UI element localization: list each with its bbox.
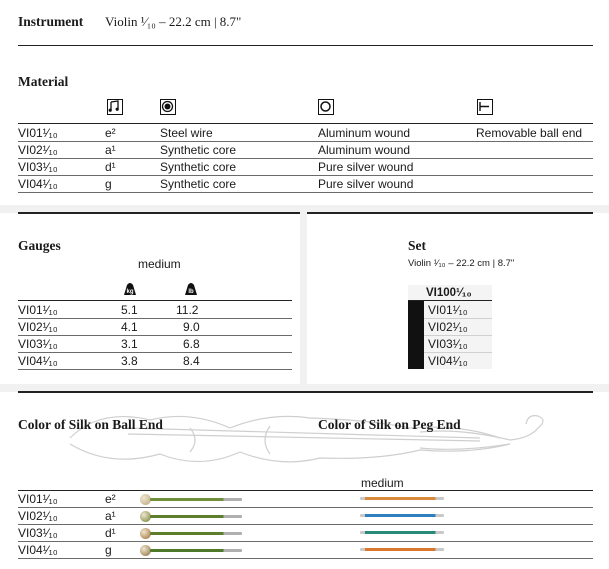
set-item: VI03¹⁄₁₀ xyxy=(428,337,468,351)
peg-silk-swatch xyxy=(360,531,444,534)
peg-end-heading: Color of Silk on Peg End xyxy=(318,417,461,432)
set-rule xyxy=(424,318,492,319)
string-code: VI03¹⁄₁₀ xyxy=(18,526,58,540)
string-code: VI02¹⁄₁₀ xyxy=(18,509,58,523)
divider xyxy=(18,45,593,46)
ball-string-swatch xyxy=(150,532,242,535)
row-rule xyxy=(18,507,593,508)
core-material: Synthetic core xyxy=(160,143,237,157)
row-rule xyxy=(18,158,593,159)
gauges-heading: Gauges xyxy=(18,238,61,253)
ball-end-heading: Color of Silk on Ball End xyxy=(18,417,163,432)
winding-material: Pure silver wound xyxy=(318,177,414,191)
string-note: d¹ xyxy=(105,160,116,174)
divider xyxy=(307,212,593,214)
tension-kg: 3.1 xyxy=(121,337,138,351)
string-note: a¹ xyxy=(105,143,116,157)
lb-icon xyxy=(184,281,198,295)
ball-string-swatch xyxy=(150,515,242,518)
row-rule xyxy=(18,141,593,142)
core-material: Synthetic core xyxy=(160,177,237,191)
row-rule xyxy=(18,175,593,176)
peg-silk-swatch xyxy=(360,514,444,517)
table-top-rule xyxy=(18,490,593,491)
core-material: Synthetic core xyxy=(160,160,237,174)
string-note: e² xyxy=(105,126,116,140)
row-rule xyxy=(18,541,593,542)
tension-lb: 6.8 xyxy=(183,337,200,351)
row-rule xyxy=(18,192,593,193)
string-code: VI03¹⁄₁₀ xyxy=(18,160,58,174)
peg-tension-label: medium xyxy=(361,476,404,490)
row-rule xyxy=(18,318,292,319)
string-note: d¹ xyxy=(105,526,116,540)
core-material: Steel wire xyxy=(160,126,213,140)
tension-kg: 3.8 xyxy=(121,354,138,368)
string-core-icon xyxy=(160,99,176,115)
string-code: VI01¹⁄₁₀ xyxy=(18,126,58,140)
end-type: Removable ball end xyxy=(476,126,583,140)
instrument-heading: Instrument xyxy=(18,14,84,29)
set-item: VI02¹⁄₁₀ xyxy=(428,320,468,334)
set-heading: Set xyxy=(408,238,426,253)
set-rule xyxy=(424,352,492,353)
row-rule xyxy=(18,369,292,370)
winding-material: Aluminum wound xyxy=(318,126,411,140)
peg-silk-swatch xyxy=(360,548,444,551)
string-code: VI02¹⁄₁₀ xyxy=(18,143,58,157)
table-top-rule xyxy=(18,123,593,124)
string-code: VI01¹⁄₁₀ xyxy=(18,303,58,317)
tension-lb: 11.2 xyxy=(176,303,199,317)
divider xyxy=(18,391,593,393)
string-note: g xyxy=(105,543,112,557)
instrument-value: Violin ¹⁄₁₀ – 22.2 cm | 8.7" xyxy=(105,14,242,29)
ball-end-icon xyxy=(477,99,493,115)
set-subtitle: Violin ¹⁄₁₀ – 22.2 cm | 8.7" xyxy=(408,258,515,269)
violin-sketch-illustration xyxy=(40,398,560,478)
tension-lb: 9.0 xyxy=(183,320,200,334)
set-item: VI01¹⁄₁₀ xyxy=(428,303,468,317)
tension-label: medium xyxy=(138,257,181,271)
divider xyxy=(18,212,300,214)
ball-string-swatch xyxy=(150,549,242,552)
winding-material: Pure silver wound xyxy=(318,160,414,174)
row-rule xyxy=(18,335,292,336)
note-icon xyxy=(107,99,123,115)
set-rule xyxy=(424,335,492,336)
material-heading: Material xyxy=(18,74,69,89)
row-rule xyxy=(18,352,292,353)
table-top-rule xyxy=(18,300,292,301)
ball-string-swatch xyxy=(150,498,242,501)
kg-icon xyxy=(123,281,137,295)
set-code: VI100¹⁄₁₀ xyxy=(426,287,472,299)
set-item: VI04¹⁄₁₀ xyxy=(428,354,468,368)
row-rule xyxy=(18,558,593,559)
winding-material: Aluminum wound xyxy=(318,143,411,157)
svg-text:kg: kg xyxy=(126,289,134,295)
string-code: VI01¹⁄₁₀ xyxy=(18,492,58,506)
tension-kg: 5.1 xyxy=(121,303,138,317)
row-rule xyxy=(18,524,593,525)
string-note: a¹ xyxy=(105,509,116,523)
winding-icon xyxy=(318,99,334,115)
string-code: VI04¹⁄₁₀ xyxy=(18,543,58,557)
tension-kg: 4.1 xyxy=(121,320,138,334)
peg-silk-swatch xyxy=(360,497,444,500)
string-note: g xyxy=(105,177,112,191)
string-code: VI03¹⁄₁₀ xyxy=(18,337,58,351)
tension-lb: 8.4 xyxy=(183,354,200,368)
string-code: VI04¹⁄₁₀ xyxy=(18,354,58,368)
column-divider xyxy=(300,205,307,385)
string-code: VI04¹⁄₁₀ xyxy=(18,177,58,191)
string-code: VI02¹⁄₁₀ xyxy=(18,320,58,334)
string-note: e² xyxy=(105,492,116,506)
set-indicator xyxy=(408,301,424,369)
svg-text:lb: lb xyxy=(188,289,194,295)
